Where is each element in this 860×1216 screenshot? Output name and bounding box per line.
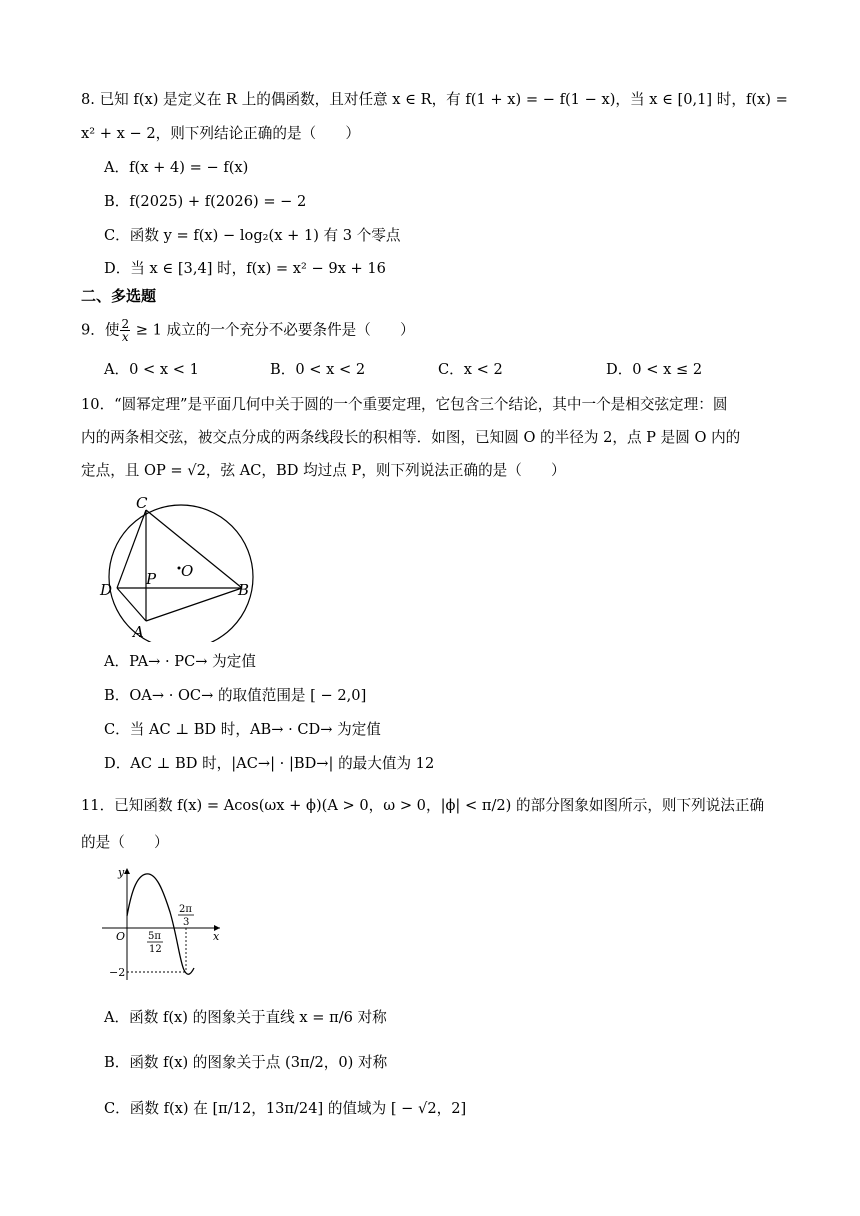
q10-stem-line3: 定点，且 OP = √2，弦 AC，BD 均过点 P，则下列说法正确的是（ ） (81, 462, 566, 479)
q9-suffix: ≥ 1 成立的一个充分不必要条件是（ ） (131, 321, 415, 339)
graph-label-origin: O (116, 930, 126, 943)
q8-option-d: D．当 x ∈ [3,4] 时，f(x) = x² − 9x + 16 (104, 260, 386, 277)
graph-label-x: x (213, 930, 220, 943)
q10-option-c: C．当 AC ⊥ BD 时，AB→ · CD→ 为定值 (104, 721, 381, 738)
q11-option-b: B．函数 f(x) 的图象关于点 (3π/2，0) 对称 (104, 1054, 388, 1071)
q10-option-d: D．AC ⊥ BD 时，|AC→| · |BD→| 的最大值为 12 (104, 755, 435, 772)
q11-option-a: A．函数 f(x) 的图象关于直线 x = π/6 对称 (104, 1009, 387, 1026)
label-p: P (146, 570, 157, 588)
label-a: A (133, 623, 144, 641)
segment-da (117, 588, 146, 621)
label-d: D (100, 581, 113, 599)
segment-ab (146, 588, 242, 621)
q8-stem-line1: 8. 已知 f(x) 是定义在 R 上的偶函数，且对任意 x ∈ R，有 f(1 + x) = − f(1 − x)，当 x ∈ [0,1] 时，f(x) = (81, 91, 788, 108)
q9-stem (81, 318, 415, 343)
q8-option-b: B．f(2025) + f(2026) = − 2 (104, 193, 307, 210)
q10-stem-line2: 内的两条相交弦，被交点分成的两条线段长的积相等．如图，已知圆 O 的半径为 2，点 P 是圆 O 内的 (81, 429, 741, 446)
q9-option-d: D．0 < x ≤ 2 (606, 361, 703, 378)
q11-option-c: C．函数 f(x) 在 [π/12，13π/24] 的值域为 [ − √2，2] (104, 1100, 467, 1117)
label-b: B (238, 581, 250, 599)
q11-stem-line1: 11．已知函数 f(x) = Acos(ωx + ϕ)(A > 0，ω > 0，|ϕ| < π/2) 的部分图象如图所示，则下列说法正确 (81, 797, 765, 814)
q10-circle-figure (96, 492, 266, 642)
graph-tick2-den: 3 (183, 917, 190, 928)
y-axis-arrow (124, 868, 130, 874)
q9-option-b: B．0 < x < 2 (270, 361, 366, 378)
q9-fraction (120, 318, 130, 343)
label-c: C (136, 494, 148, 512)
graph-tick1-num: 5π (148, 931, 161, 942)
q8-option-a: A．f(x + 4) = − f(x) (104, 159, 249, 176)
section-heading-multi-choice: 二、多选题 (81, 287, 157, 305)
q11-stem-line2: 的是（ ） (81, 834, 169, 851)
q10-option-a: A．PA→ · PC→ 为定值 (104, 653, 256, 670)
q9-frac-den: x (121, 330, 129, 344)
q9-option-a: A．0 < x < 1 (104, 361, 199, 378)
graph-tick2-num: 2π (179, 904, 192, 915)
q9-frac-num: 2 (121, 317, 130, 331)
graph-tick1-den: 12 (149, 944, 162, 955)
q8-stem-line2: x² + x − 2，则下列结论正确的是（ ） (81, 125, 360, 142)
q9-prefix: 9．使 (81, 321, 120, 339)
label-o: O (181, 562, 194, 580)
graph-label-ymin: −2 (109, 966, 126, 979)
q8-option-c: C．函数 y = f(x) − log₂(x + 1) 有 3 个零点 (104, 227, 401, 244)
graph-label-y: y (118, 866, 125, 879)
q9-option-c: C．x < 2 (438, 361, 503, 378)
q11-cosine-graph (98, 862, 228, 984)
q10-option-b: B．OA→ · OC→ 的取值范围是 [ − 2,0] (104, 687, 367, 704)
segment-cd (117, 510, 146, 588)
q10-stem-line1: 10．“圆幂定理”是平面几何中关于圆的一个重要定理，它包含三个结论，其中一个是相交弦定理：圆 (81, 396, 728, 413)
